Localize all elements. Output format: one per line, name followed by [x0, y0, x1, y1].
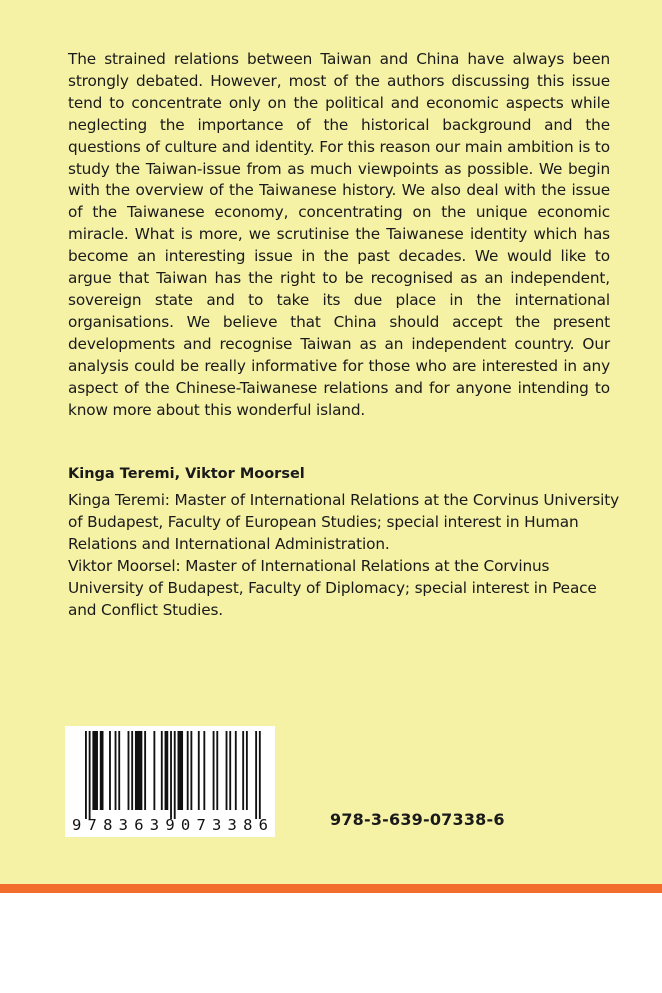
barcode-graphic — [65, 726, 275, 837]
barcode-bar — [255, 731, 257, 819]
orange-stripe — [0, 884, 662, 893]
barcode-bar — [131, 731, 133, 810]
barcode-bar — [128, 731, 130, 810]
barcode-bar — [109, 731, 111, 810]
barcode-bar — [235, 731, 237, 810]
barcode-digits: 9783639073386 — [72, 816, 268, 834]
isbn-number: 978-3-639-07338-6 — [330, 810, 505, 829]
barcode-bar — [226, 731, 228, 810]
barcode-bar — [259, 731, 261, 819]
barcode-bar — [190, 731, 192, 810]
barcode-bar — [100, 731, 104, 810]
barcode-bar — [135, 731, 142, 810]
barcode-bar — [144, 731, 146, 810]
barcode-bar — [229, 731, 231, 810]
barcode-bar — [216, 731, 218, 810]
author-bio-1: Kinga Teremi: Master of International Relations at the Corvinus University of Budapest, Faculty of European Studies; special interest in Human Relations and International Administration. — [68, 491, 620, 553]
barcode-bar — [89, 731, 91, 819]
barcode-bar — [170, 731, 172, 819]
barcode-bar — [118, 731, 120, 810]
barcode-bar — [187, 731, 189, 810]
authors-heading: Kinga Teremi, Viktor Moorsel — [68, 466, 305, 482]
author-bios — [68, 490, 628, 621]
barcode-bar — [153, 731, 155, 810]
barcode-bar — [165, 731, 169, 810]
barcode-bar — [92, 731, 98, 810]
barcode-bar — [246, 731, 248, 810]
barcode — [65, 726, 275, 837]
barcode-bar — [213, 731, 215, 810]
barcode-bar — [198, 731, 200, 810]
barcode-bar — [115, 731, 117, 810]
barcode-bar — [178, 731, 184, 810]
barcode-bar — [161, 731, 163, 810]
barcode-bar — [174, 731, 176, 819]
barcode-bar — [242, 731, 244, 810]
barcode-bar — [85, 731, 87, 819]
barcode-bar — [203, 731, 205, 810]
blurb-text: The strained relations between Taiwan and China have always been strongly debated. However, most of the authors discussing this issue tend to concentrate only on the political and economic aspects while neglecting the importance of the historical background and the questions of culture and identity. For this reason our main ambition is to study the Taiwan-issue from as much viewpoints as possible. We begin with the overview of the Taiwanese history. We also deal with the issue of the Taiwanese economy, concentrating on the unique economic miracle. What is more, we scrutinise the Taiwanese identity which has become an interesting issue in the past decades. We would like to argue that Taiwan has the right to be recognised as an independent, sovereign state and to take its due place in the international organisations. We believe that China should accept the present developments and recognise Taiwan as an independent country. Our analysis could be really informative for those who are interested in any aspect of the Chinese-Taiwanese relations and for anyone intending to know more about this wonderful island. — [68, 50, 610, 419]
author-bio-2: Viktor Moorsel: Master of International Relations at the Corvinus University of Budapest, Faculty of Diplomacy; special interest in Peace and Conflict Studies. — [68, 556, 597, 619]
